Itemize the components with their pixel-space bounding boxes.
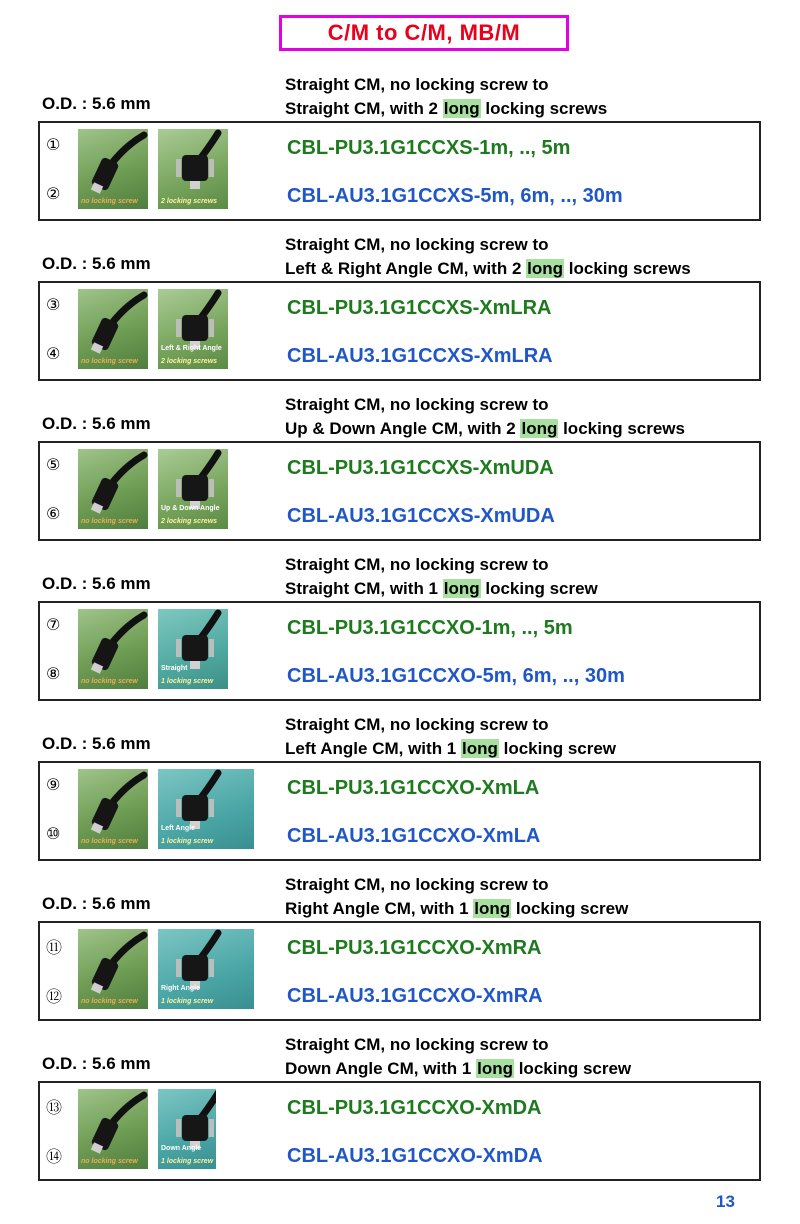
locking-connector-photo: [158, 929, 254, 1009]
description-line-1: Straight CM, no locking screw to: [285, 1035, 549, 1054]
description-line-2-end: locking screws: [480, 99, 608, 118]
part-number-box: [38, 1081, 761, 1181]
photo-caption: no locking screw: [81, 838, 138, 845]
item-number-2: ⑥: [46, 506, 61, 523]
part-number-pu: CBL-PU3.1G1CCXS-XmUDA: [287, 457, 554, 479]
outer-diameter: O.D. : 5.6 mm: [42, 94, 151, 113]
description-line-2: [285, 897, 628, 921]
photo-caption-screws: 1 locking screw: [161, 1158, 214, 1165]
part-number-au: CBL-AU3.1G1CCXO-XmLA: [287, 825, 541, 847]
highlight-long: long: [443, 579, 480, 598]
cable-group: [0, 862, 800, 1022]
description-line-2: [285, 417, 685, 441]
cable-group: [0, 542, 800, 702]
photo-caption: no locking screw: [81, 358, 138, 365]
cable-description: [285, 1033, 631, 1081]
straight-connector-photo: [78, 1089, 148, 1169]
part-number-box: [38, 121, 761, 221]
description-line-2: [285, 97, 607, 121]
highlight-long: long: [443, 99, 480, 118]
description-line-1: Straight CM, no locking screw to: [285, 555, 549, 574]
cable-description: [285, 73, 607, 121]
page-title: C/M to C/M, MB/M: [279, 15, 569, 51]
description-line-2-start: Left Angle CM, with 1: [285, 739, 461, 758]
photo-caption-screws: 2 locking screws: [161, 358, 218, 365]
item-number-2: ⑧: [46, 666, 61, 683]
page-number: 13: [716, 1192, 735, 1211]
locking-connector-photo: [158, 1089, 216, 1169]
photo-caption: no locking screw: [81, 198, 138, 205]
description-line-2-start: Straight CM, with 1: [285, 579, 443, 598]
description-line-2-start: Up & Down Angle CM, with 2: [285, 419, 521, 438]
photo-caption: no locking screw: [81, 518, 138, 525]
description-line-2-start: Straight CM, with 2: [285, 99, 443, 118]
description-line-2-start: Right Angle CM, with 1: [285, 899, 474, 918]
description-line-1: Straight CM, no locking screw to: [285, 875, 549, 894]
item-number-1: ⑤: [46, 457, 61, 474]
photo-caption-angle: Straight: [161, 665, 188, 672]
description-line-2: [285, 257, 691, 281]
description-line-2-end: locking screws: [564, 259, 691, 278]
description-line-1: Straight CM, no locking screw to: [285, 395, 549, 414]
straight-connector-photo: [78, 929, 148, 1009]
outer-diameter: O.D. : 5.6 mm: [42, 734, 151, 753]
highlight-long: long: [477, 1059, 513, 1078]
cable-description: [285, 553, 598, 601]
part-number-box: [38, 761, 761, 861]
part-number-au: CBL-AU3.1G1CCXO-XmRA: [287, 985, 543, 1007]
cable-group: [0, 382, 800, 542]
part-number-pu: CBL-PU3.1G1CCXO-XmLA: [287, 777, 540, 799]
item-number-2: ⑭: [46, 1149, 63, 1166]
photo-caption: no locking screw: [81, 1158, 138, 1165]
cable-group: [0, 222, 800, 382]
item-number-1: ⑦: [46, 617, 61, 634]
highlight-long: long: [521, 419, 558, 438]
part-number-pu: CBL-PU3.1G1CCXS-1m, .., 5m: [287, 137, 571, 159]
part-number-pu: CBL-PU3.1G1CCXS-XmLRA: [287, 297, 552, 319]
item-number-1: ⑬: [46, 1100, 63, 1117]
description-line-2-start: Left & Right Angle CM, with 2: [285, 259, 527, 278]
description-line-1: Straight CM, no locking screw to: [285, 235, 549, 254]
locking-connector-photo: [158, 449, 228, 529]
outer-diameter: O.D. : 5.6 mm: [42, 574, 151, 593]
outer-diameter: O.D. : 5.6 mm: [42, 254, 151, 273]
locking-connector-photo: [158, 289, 228, 369]
photo-caption-screws: 1 locking screw: [161, 998, 214, 1005]
part-number-au: CBL-AU3.1G1CCXS-XmUDA: [287, 505, 555, 527]
description-line-2-end: locking screw: [511, 899, 629, 918]
highlight-long: long: [461, 739, 498, 758]
highlight-long: long: [474, 899, 511, 918]
description-line-2: [285, 1057, 631, 1081]
outer-diameter: O.D. : 5.6 mm: [42, 1054, 151, 1073]
locking-connector-photo: [158, 129, 228, 209]
part-number-au: CBL-AU3.1G1CCXO-5m, 6m, .., 30m: [287, 665, 625, 687]
photo-caption-screws: 2 locking screws: [161, 518, 218, 525]
part-number-box: [38, 601, 761, 701]
description-line-2-end: locking screw: [480, 579, 598, 598]
photo-caption-screws: 2 locking screws: [161, 198, 218, 205]
photo-caption-angle: Down Angle: [161, 1145, 202, 1152]
item-number-1: ⑪: [46, 940, 63, 957]
part-number-au: CBL-AU3.1G1CCXS-XmLRA: [287, 345, 553, 367]
description-line-1: Straight CM, no locking screw to: [285, 715, 549, 734]
item-number-2: ④: [46, 346, 61, 363]
photo-caption-angle: Right Angle: [161, 985, 201, 992]
part-number-pu: CBL-PU3.1G1CCXO-XmDA: [287, 1097, 542, 1119]
cable-group: [0, 1022, 800, 1182]
locking-connector-photo: [158, 609, 228, 689]
item-number-1: ⑨: [46, 777, 61, 794]
item-number-2: ⑫: [46, 989, 63, 1006]
item-number-1: ③: [46, 297, 61, 314]
item-number-1: ①: [46, 137, 61, 154]
description-line-2: [285, 577, 598, 601]
outer-diameter: O.D. : 5.6 mm: [42, 894, 151, 913]
cable-group: [0, 62, 800, 222]
photo-caption-angle: Left Angle: [161, 825, 195, 832]
straight-connector-photo: [78, 129, 148, 209]
photo-caption-angle: Up & Down Angle: [161, 505, 220, 512]
part-number-pu: CBL-PU3.1G1CCXO-1m, .., 5m: [287, 617, 573, 639]
photo-caption: no locking screw: [81, 998, 138, 1005]
photo-caption-screws: 1 locking screw: [161, 838, 214, 845]
item-number-2: ⑩: [46, 826, 61, 843]
part-number-au: CBL-AU3.1G1CCXS-5m, 6m, .., 30m: [287, 185, 623, 207]
item-number-2: ②: [46, 186, 61, 203]
straight-connector-photo: [78, 449, 148, 529]
part-number-pu: CBL-PU3.1G1CCXO-XmRA: [287, 937, 542, 959]
cable-description: [285, 873, 628, 921]
description-line-2-end: locking screws: [558, 419, 685, 438]
description-line-2-end: locking screw: [498, 739, 617, 758]
locking-connector-photo: [158, 769, 254, 849]
description-line-2-end: locking screw: [513, 1059, 632, 1078]
photo-caption-screws: 1 locking screw: [161, 678, 214, 685]
part-number-box: [38, 441, 761, 541]
cable-description: [285, 393, 685, 441]
straight-connector-photo: [78, 289, 148, 369]
highlight-long: long: [527, 259, 564, 278]
cable-description: [285, 713, 616, 761]
description-line-2: [285, 737, 616, 761]
part-number-box: [38, 921, 761, 1021]
cable-description: [285, 233, 691, 281]
straight-connector-photo: [78, 769, 148, 849]
straight-connector-photo: [78, 609, 148, 689]
photo-caption: no locking screw: [81, 678, 138, 685]
description-line-2-start: Down Angle CM, with 1: [285, 1059, 477, 1078]
photo-caption-angle: Left & Right Angle: [161, 345, 222, 352]
cable-group: [0, 702, 800, 862]
part-number-box: [38, 281, 761, 381]
part-number-au: CBL-AU3.1G1CCXO-XmDA: [287, 1145, 543, 1167]
description-line-1: Straight CM, no locking screw to: [285, 75, 549, 94]
outer-diameter: O.D. : 5.6 mm: [42, 414, 151, 433]
